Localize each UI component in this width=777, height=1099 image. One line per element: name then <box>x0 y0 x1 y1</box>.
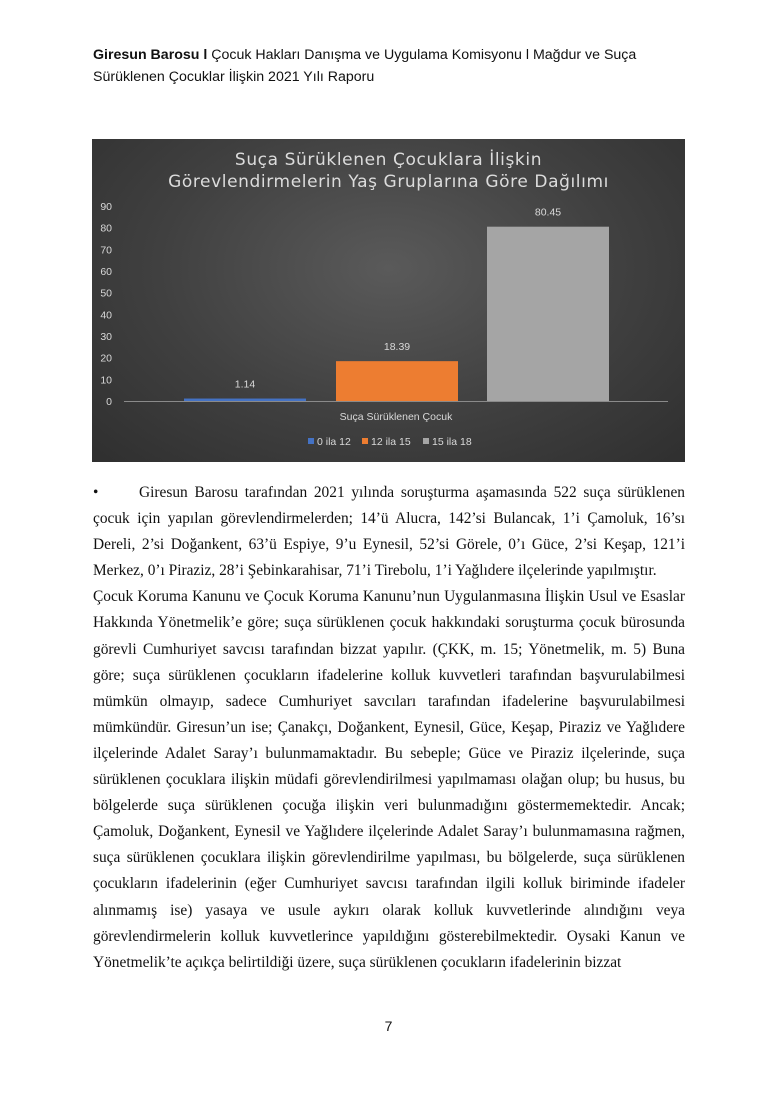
bar-2 <box>336 361 458 401</box>
legend-label: 15 ila 18 <box>432 436 472 448</box>
legend-label: 0 ila 12 <box>317 436 351 448</box>
chart-plot <box>92 139 685 462</box>
y-tick-label: 90 <box>100 201 112 213</box>
data-label: 18.39 <box>383 341 411 354</box>
page-number: 7 <box>384 1018 393 1034</box>
legend-swatch <box>308 438 314 444</box>
bar-3 <box>487 227 609 401</box>
chart-title-line2: Görevlendirmelerin Yaş Gruplarına Göre Dağılımı <box>168 172 609 192</box>
y-tick-label: 50 <box>100 287 112 300</box>
y-tick-label: 10 <box>100 374 112 387</box>
page-header <box>93 44 693 88</box>
legend-swatch <box>423 438 429 444</box>
data-label: 1.14 <box>234 378 256 391</box>
y-tick-label: 0 <box>106 396 112 408</box>
header-bold: Giresun Barosu l <box>93 47 208 63</box>
paragraph-2: Çocuk Koruma Kanunu ve Çocuk Koruma Kanunu’nun Uygulanmasına İlişkin Usul ve Esaslar Hakkında Yönetmelik’e göre; suça sürüklenen çocuk hakkındaki soruşturma çocuk bürosunda görevli Cumhuriyet savcısı tarafından bizzat yapılır. (ÇKK, m. 15; Yönetmelik, m. 5) Buna göre; suça sürüklenen çocukların ifadelerine kolluk kuvvetleri tarafından başvurulabilmesi mümkün olmayıp, sadece Cumhuriyet savcıları tarafından ifadelerine başvurulabilmesi mümkündür. Giresun’un ise; Çanakçı, Doğankent, Eynesil, Güce, Keşap, Piraziz ve Yağlıdere ilçelerinde Adalet Saray’ı bulunmamaktadır. Bu sebeple; Güce ve Piraziz ilçelerinde, suça sürüklenen çocuklara ilişkin müdafi görevlendirilmesi yapılmaması olağan olup; bu husus, bu bölgelerde suça sürüklenen çocuğa ilişkin veri bulunmadığını göstermemektedir. Ancak; Çamoluk, Doğankent, Eynesil ve Yağlıdere ilçelerinde Adalet Saray’ı bulunmamasına rağmen, suça sürüklenen çocuklara ilişkin görevlendirilme yapılması, bu bölgelerde, suça sürüklenen çocukların ifadelerinin (eğer Cumhuriyet savcısı tarafından ilgili kolluk biriminde ifadeler alınmamış ise) yasaya ve usule aykırı olarak kolluk kuvvetlerinde alındığını veya görevlendirmelerin kolluk kuvvetlerince yapıldığını gösterebilmektedir. Oysaki Kanun ve Yönetmelik’te açıkça belirtildiği üzere, suça sürüklenen çocukların ifadelerinin bizzat <box>93 588 685 971</box>
bar-1 <box>184 399 306 401</box>
chart-title-line1: Suça Sürüklenen Çocuklara İlişkin <box>234 150 543 170</box>
y-tick-label: 70 <box>100 244 112 257</box>
y-tick-label: 40 <box>100 309 112 322</box>
x-category-label: Suça Sürüklenen Çocuk <box>339 411 453 423</box>
legend-swatch <box>362 438 368 444</box>
paragraph-1: Giresun Barosu tarafından 2021 yılında soruşturma aşamasında 522 suça sürüklenen çocuk için yapılan görevlendirmelerden; 14’ü Alucra, 142’si Bulancak, 1’i Çamoluk, 16’sı Dereli, 2’si Doğankent, 63’ü Espiye, 9’u Eynesil, 52’si Görele, 0’ı Güce, 2’si Keşap, 121’i Merkez, 0’ı Piraziz, 28’i Şebinkarahisar, 71’i Tirebolu, 1’i Yağlıdere ilçelerinde yapılmıştır. <box>93 484 685 580</box>
header-text: Çocuk Hakları Danışma ve Uygulama Komisyonu l Mağdur ve Suça Sürüklenen Çocuklar İlişkin 2021 Yılı Raporu <box>93 47 637 85</box>
bullet-paragraph <box>93 480 685 584</box>
body-text <box>93 480 685 976</box>
y-tick-label: 20 <box>100 352 112 365</box>
bullet-icon: • <box>93 484 99 501</box>
y-tick-label: 30 <box>100 331 112 343</box>
y-tick-label: 60 <box>100 266 112 278</box>
bar-chart <box>92 139 685 462</box>
data-label: 80.45 <box>534 206 562 219</box>
legend-label: 12 ila 15 <box>371 436 411 448</box>
y-tick-label: 80 <box>100 222 112 235</box>
